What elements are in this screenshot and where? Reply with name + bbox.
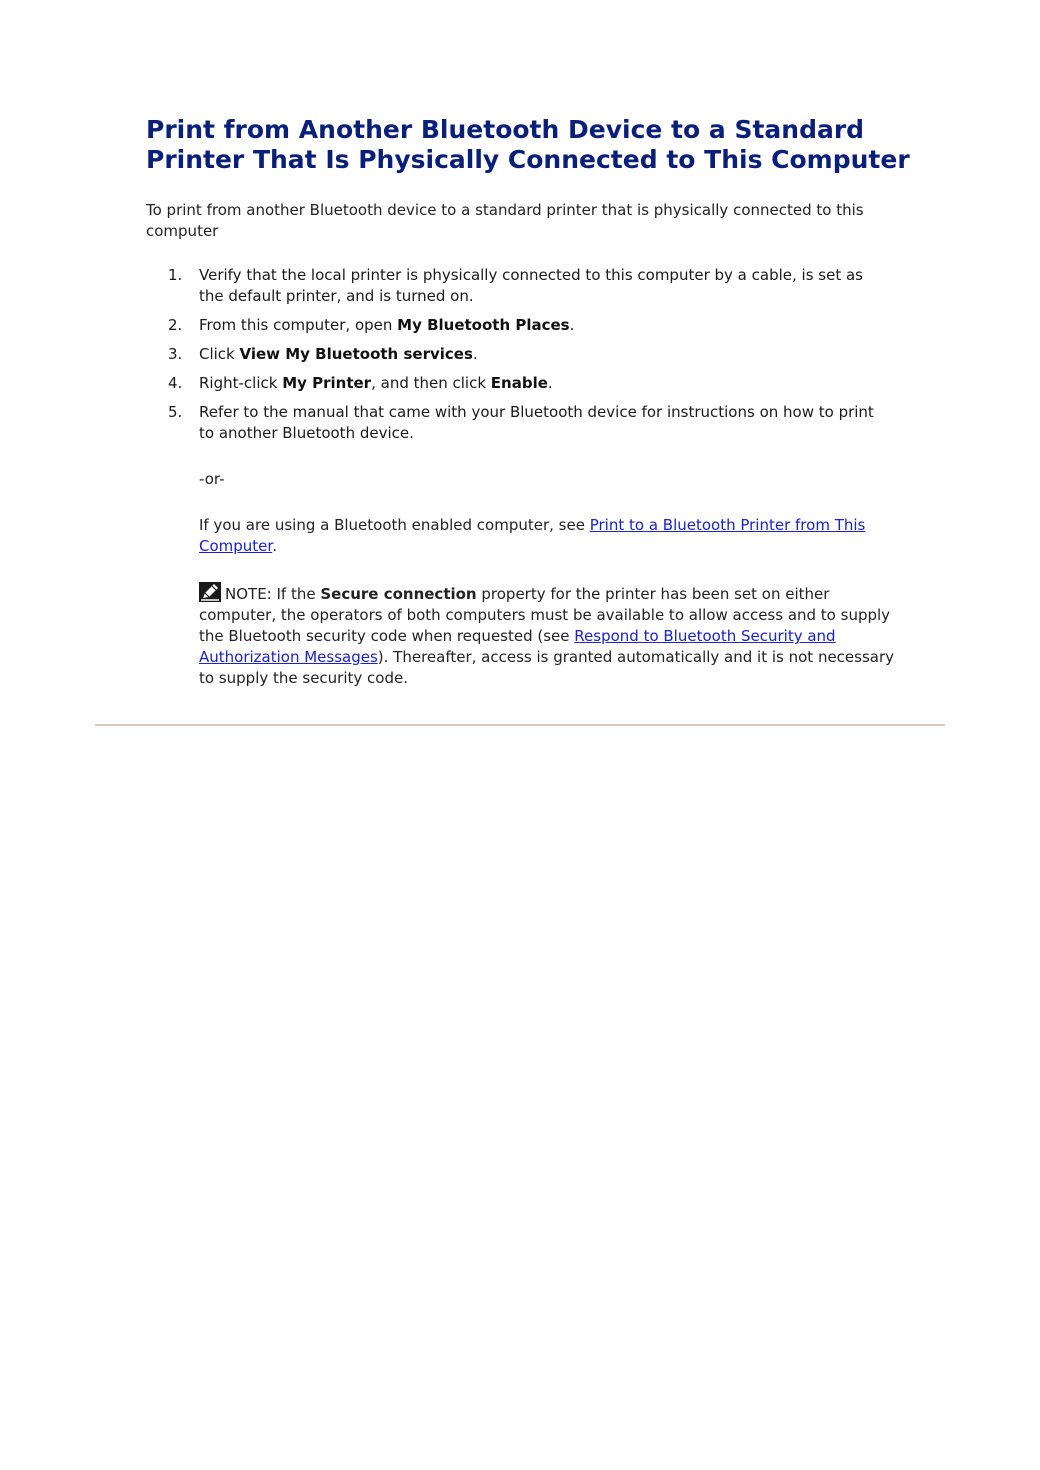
- step-number: 3.: [168, 345, 183, 363]
- print-to-bluetooth-printer-link[interactable]: Print to a Bluetooth Printer from This Computer: [199, 516, 866, 555]
- step-text-post: .: [569, 316, 575, 334]
- title-line-1: Print from Another Bluetooth Device to a Standard: [146, 115, 865, 144]
- note-ui-term: Secure connection: [320, 585, 477, 603]
- step-ui-term: View My Bluetooth services: [239, 345, 473, 363]
- step-text-mid: , and then click: [371, 374, 491, 392]
- note-text-mid: property for the printer has been set on either computer, the operators of both computers must be available to allow access and to supply the Bluetooth security code when requested (see: [199, 585, 891, 645]
- or-separator: -or-: [199, 470, 225, 488]
- intro-text: To print from another Bluetooth device to a standard printer that is physically connected to this computer: [146, 201, 864, 240]
- note-text-post: ). Thereafter, access is granted automatically and it is not necessary to supply the security code.: [199, 648, 895, 687]
- step-text-post: .: [547, 374, 553, 392]
- alternative-text-post: .: [272, 537, 277, 555]
- horizontal-divider: [95, 724, 945, 726]
- step-number: 2.: [168, 316, 183, 334]
- step-number: 5.: [168, 403, 183, 421]
- step-text-pre: From this computer, open: [199, 316, 398, 334]
- title-line-2: Printer That Is Physically Connected to This Computer: [146, 145, 910, 174]
- note-label: NOTE:: [225, 585, 277, 603]
- step-text: Verify that the local printer is physically connected to this computer by a cable, is set as the default printer, and is turned on.: [199, 266, 863, 305]
- respond-to-bluetooth-security-link[interactable]: Respond to Bluetooth Security and Authorization Messages: [199, 627, 836, 666]
- alternative-text: If you are using a Bluetooth enabled computer, see: [199, 516, 590, 534]
- note-pencil-icon: [199, 582, 221, 602]
- step-number: 4.: [168, 374, 183, 392]
- alternative-paragraph: [199, 515, 899, 557]
- step-ui-term: My Bluetooth Places: [397, 316, 570, 334]
- step-2: [164, 315, 876, 336]
- step-text-pre: Right-click: [199, 374, 283, 392]
- step-3: [164, 344, 876, 365]
- step-text-post: .: [472, 345, 478, 363]
- step-4: [164, 373, 876, 394]
- step-ui-term: My Printer: [282, 374, 372, 392]
- step-number: 1.: [168, 266, 183, 284]
- page-title: [146, 115, 926, 175]
- step-text: Refer to the manual that came with your Bluetooth device for instructions on how to print to another Bluetooth device.: [199, 403, 874, 442]
- step-text-pre: Click: [199, 345, 240, 363]
- steps-list: [164, 265, 876, 452]
- step-1: [164, 265, 876, 307]
- step-5: [164, 402, 876, 444]
- note-paragraph: [199, 582, 899, 689]
- step-ui-term-2: Enable: [490, 374, 548, 392]
- note-text-pre: If the: [276, 585, 321, 603]
